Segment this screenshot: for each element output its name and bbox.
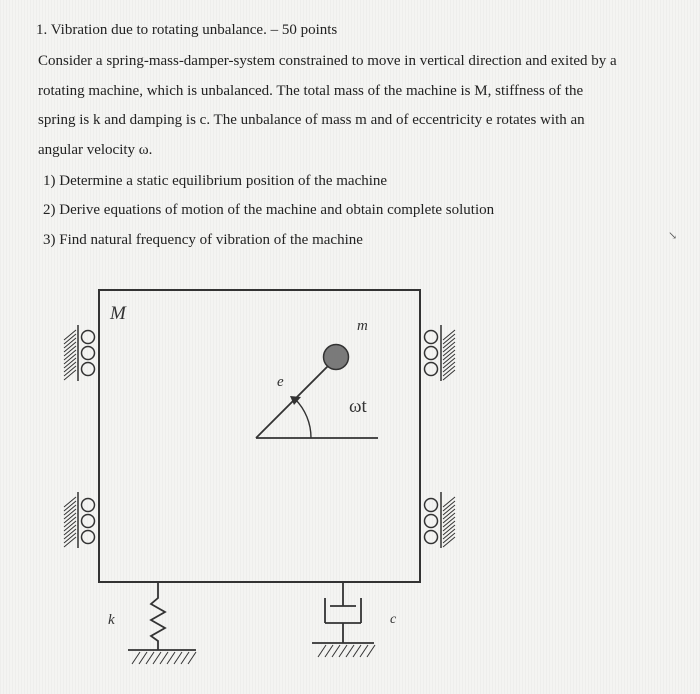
eccentricity-label: e (277, 374, 284, 390)
mass-label: M (110, 303, 126, 324)
problem-body-line: rotating machine, which is unbalanced. The total mass of the machine is M, stiffness of the (38, 83, 584, 99)
problem-body-line: Consider a spring-mass-damper-system constrained to move in vertical direction and exited by a (38, 53, 617, 69)
right-roller-guide-upper (425, 325, 456, 381)
angle-label: ωt (349, 396, 367, 417)
rotating-unbalance (256, 345, 378, 439)
right-roller-guide-lower (425, 492, 456, 548)
task-item: 2) Derive equations of motion of the machine and obtain complete solution (43, 202, 495, 218)
spring (128, 583, 196, 664)
unbalance-mass (324, 345, 349, 370)
damper-label: c (390, 612, 397, 627)
angle-arc (295, 399, 311, 438)
problem-body-line: angular velocity ω. (38, 142, 153, 158)
task-item: 3) Find natural frequency of vibration of the machine (43, 232, 363, 248)
machine-mass-box (99, 290, 420, 582)
damper (312, 583, 375, 657)
spring-label: k (108, 612, 115, 628)
task-item: 1) Determine a static equilibrium position of the machine (43, 173, 388, 189)
problem-body-line: spring is k and damping is c. The unbalance of mass m and of eccentricity e rotates with an (38, 112, 585, 128)
corner-mark: ↘ (668, 230, 678, 242)
unbalance-mass-label: m (357, 318, 368, 334)
problem-title: 1. Vibration due to rotating unbalance. – 50 points (36, 22, 338, 38)
left-roller-guide-upper (64, 325, 95, 381)
left-roller-guide-lower (64, 492, 95, 548)
